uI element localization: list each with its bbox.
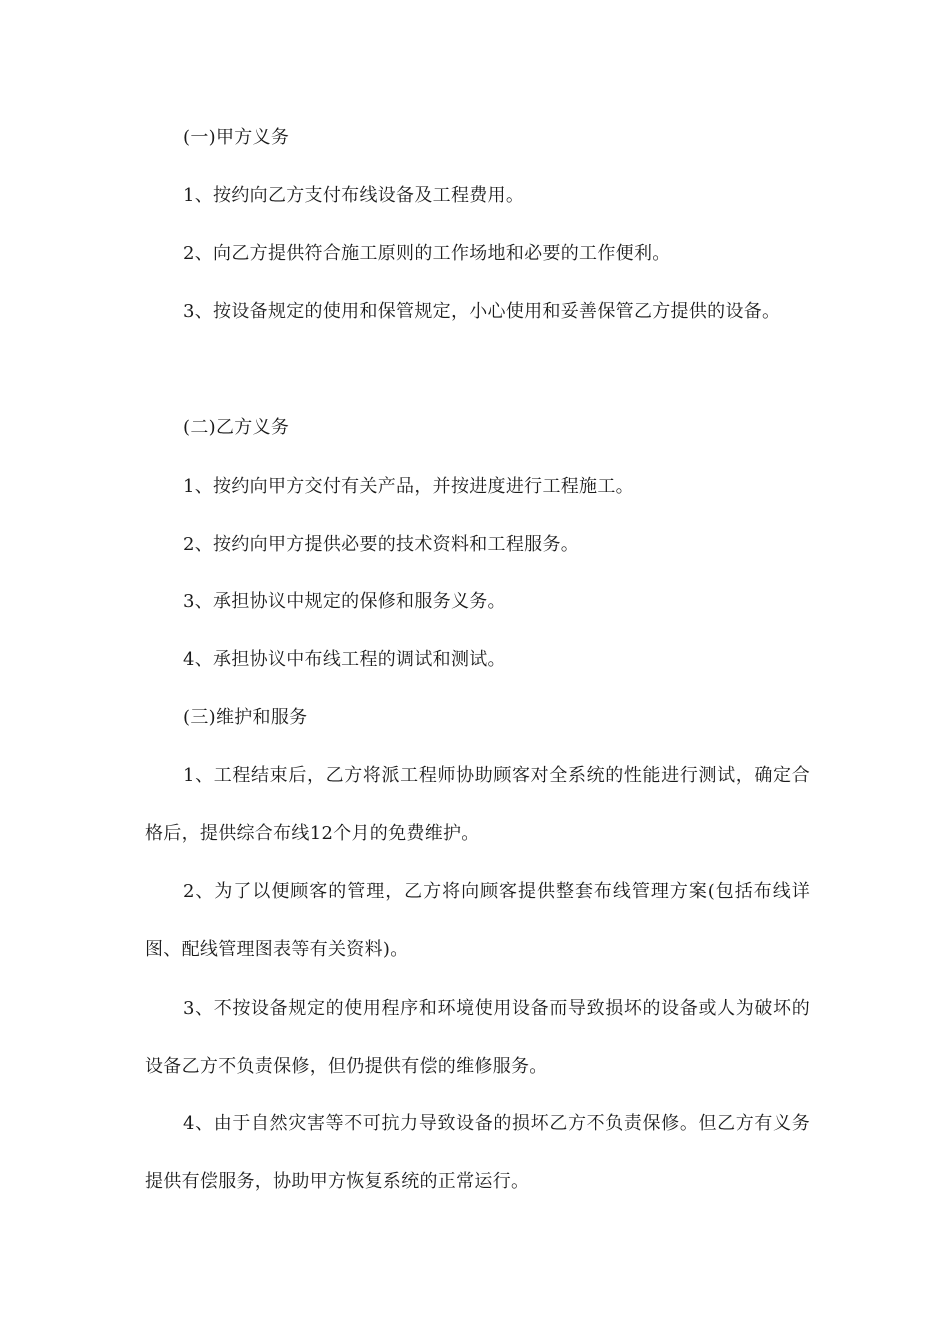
maintenance-item-4: 4、由于自然灾害等不可抗力导致设备的损坏乙方不负责保修。但乙方有义务提供有偿服务，协助甲方恢复系统的正常运行。 [145,1113,810,1192]
party-b-item-3: 3、承担协议中规定的保修和服务义务。 [183,591,506,612]
section-heading-party-a: (一)甲方义务 [183,127,290,148]
party-a-item-1: 1、按约向乙方支付布线设备及工程费用。 [183,185,525,206]
party-b-item-2: 2、按约向甲方提供必要的技术资料和工程服务。 [183,534,580,555]
section-heading-party-b: (二)乙方义务 [183,417,290,438]
party-a-item-2: 2、向乙方提供符合施工原则的工作场地和必要的工作便利。 [183,243,671,264]
maintenance-item-1: 1、工程结束后，乙方将派工程师协助顾客对全系统的性能进行测试，确定合格后，提供综合布线12个月的免费维护。 [145,765,810,844]
party-b-item-1: 1、按约向甲方交付有关产品，并按进度进行工程施工。 [183,476,634,497]
maintenance-item-2: 2、为了以便顾客的管理，乙方将向顾客提供整套布线管理方案(包括布线详图、配线管理图表等有关资料)。 [145,881,810,960]
maintenance-item-3: 3、不按设备规定的使用程序和环境使用设备而导致损坏的设备或人为破坏的设备乙方不负责保修，但仍提供有偿的维修服务。 [145,998,810,1077]
party-a-item-3: 3、按设备规定的使用和保管规定，小心使用和妥善保管乙方提供的设备。 [183,301,781,322]
party-b-item-4: 4、承担协议中布线工程的调试和测试。 [183,649,506,670]
section-heading-maintenance: (三)维护和服务 [183,707,308,728]
